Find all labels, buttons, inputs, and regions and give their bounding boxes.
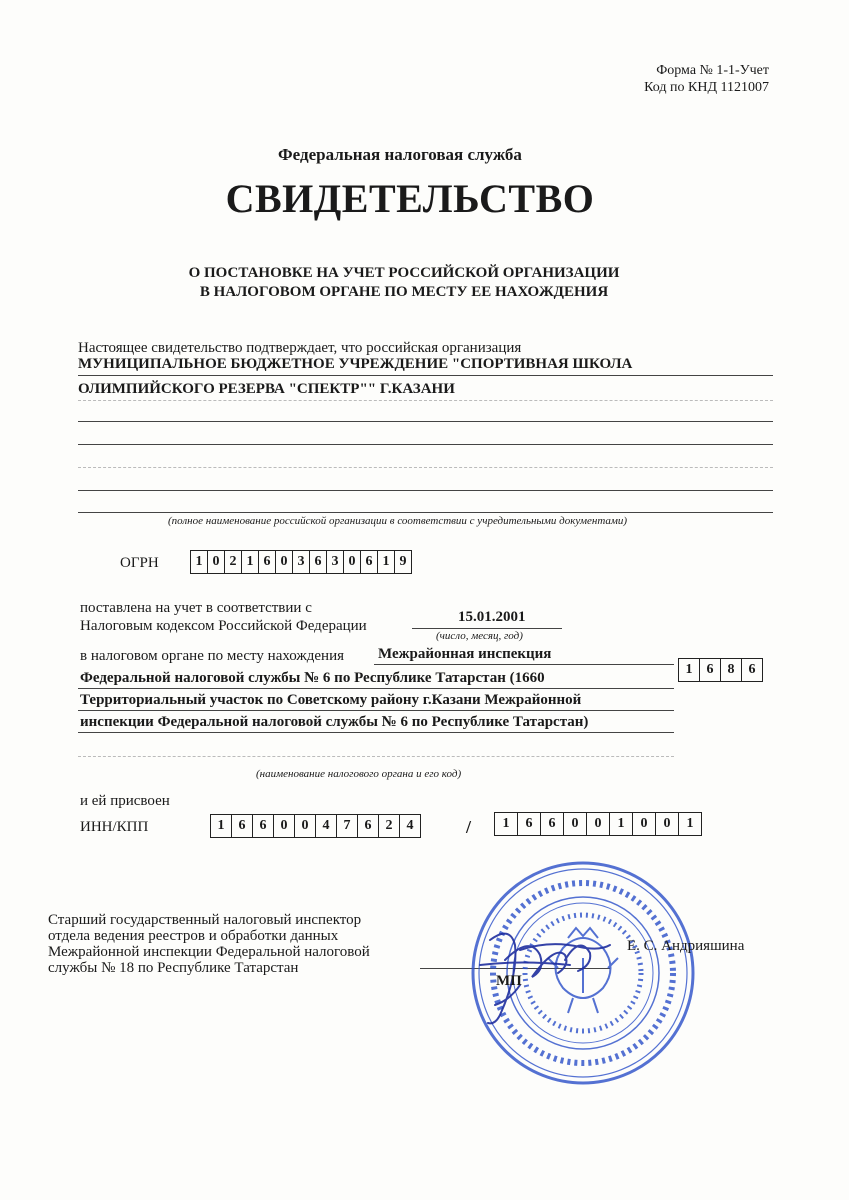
tax-underline-3 [78, 710, 674, 711]
org-underline-3 [78, 421, 773, 422]
kpp-digit: 1 [610, 813, 633, 835]
org-underline-1 [78, 375, 773, 376]
kpp-digit: 0 [633, 813, 656, 835]
tax-code-digit: 1 [679, 659, 700, 681]
org-underline-6 [78, 490, 773, 491]
ogrn-digit: 0 [344, 551, 361, 573]
signatory-name: Е. С. Андрияшина [627, 938, 745, 954]
ogrn-digit: 2 [225, 551, 242, 573]
kpp-digit: 0 [656, 813, 679, 835]
kpp-digit: 1 [686, 816, 694, 831]
ogrn-digit: 6 [310, 551, 327, 573]
inn-boxes [210, 814, 421, 838]
ogrn-digit: 1 [378, 551, 395, 573]
position-line-2: отдела ведения реестров и обработки данных [48, 928, 339, 944]
tax-authority-line-1: Межрайонная инспекция [378, 646, 552, 662]
tax-underline-1 [374, 664, 674, 665]
ogrn-digit: 9 [399, 554, 407, 569]
ogrn-digit: 3 [327, 551, 344, 573]
tax-authority-line-3: Территориальный участок по Советскому району г.Казани Межрайонной [80, 692, 582, 708]
registration-text-1: поставлена на учет в соответствии с [80, 600, 312, 616]
position-line-3: Межрайонной инспекции Федеральной налоговой [48, 944, 370, 960]
org-underline-5 [78, 467, 773, 468]
tax-authority-prefix: в налоговом органе по месту нахождения [80, 648, 345, 664]
inn-kpp-separator: / [466, 817, 472, 837]
ogrn-digit: 1 [242, 551, 259, 573]
ogrn-boxes [190, 550, 412, 574]
ogrn-digit: 3 [293, 551, 310, 573]
kpp-digit: 0 [564, 813, 587, 835]
subtitle-line-2: В НАЛОГОВОМ ОРГАНЕ ПО МЕСТУ ЕЕ НАХОЖДЕНИЯ [199, 284, 609, 300]
intro-text: Настоящее свидетельство подтверждает, что российская организация [78, 340, 522, 356]
tax-code-boxes [678, 658, 763, 682]
tax-code-digit: 6 [748, 662, 756, 677]
ogrn-digit: 6 [259, 551, 276, 573]
inn-digit: 1 [211, 815, 232, 837]
position-line-4: службы № 18 по Республике Татарстан [48, 960, 299, 976]
document-subtitle [0, 264, 808, 302]
tax-authority-line-4: инспекции Федеральной налоговой службы № 6 по Республике Татарстан) [80, 714, 589, 730]
inn-digit: 0 [295, 815, 316, 837]
date-underline [412, 628, 562, 629]
ogrn-digit: 0 [276, 551, 293, 573]
org-caption: (полное наименование российской организации в соответствии с учредительными документами) [168, 515, 628, 527]
kpp-digit: 0 [587, 813, 610, 835]
inn-digit: 2 [379, 815, 400, 837]
kpp-digit: 6 [541, 813, 564, 835]
handwritten-signature-icon [460, 905, 630, 1035]
knd-code: Код по КНД 1121007 [644, 80, 769, 95]
registration-text-2: Налоговым кодексом Российской Федерации [80, 618, 367, 634]
tax-authority-line-2: Федеральной налоговой службы № 6 по Республике Татарстан (1660 [80, 670, 545, 686]
ogrn-label: ОГРН [120, 555, 159, 571]
assigned-text: и ей присвоен [80, 793, 170, 809]
inn-kpp-label: ИНН/КПП [80, 819, 149, 835]
ogrn-digit: 6 [361, 551, 378, 573]
tax-underline-2 [78, 688, 674, 689]
org-name-line-1: МУНИЦИПАЛЬНОЕ БЮДЖЕТНОЕ УЧРЕЖДЕНИЕ "СПОРТИВНАЯ ШКОЛА [78, 356, 633, 372]
signatory-position [48, 912, 370, 976]
tax-underline-5 [78, 756, 674, 757]
tax-code-digit: 6 [700, 659, 721, 681]
registration-date: 15.01.2001 [458, 609, 526, 625]
org-underline-2 [78, 400, 773, 401]
org-underline-4 [78, 444, 773, 445]
tax-authority-caption: (наименование налогового органа и его код) [256, 768, 462, 780]
position-line-1: Старший государственный налоговый инспектор [48, 912, 362, 928]
tax-code-digit: 8 [721, 659, 742, 681]
inn-digit: 6 [253, 815, 274, 837]
inn-digit: 4 [316, 815, 337, 837]
seal-mark: МП [496, 973, 522, 989]
subtitle-line-1: О ПОСТАНОВКЕ НА УЧЕТ РОССИЙСКОЙ ОРГАНИЗАЦИИ [188, 265, 620, 281]
ogrn-digit: 1 [191, 551, 208, 573]
inn-digit: 7 [337, 815, 358, 837]
form-number: Форма № 1-1-Учет [656, 63, 769, 78]
tax-underline-4 [78, 732, 674, 733]
inn-digit: 6 [358, 815, 379, 837]
form-info [644, 62, 769, 96]
org-underline-7 [78, 512, 773, 513]
inn-digit: 0 [274, 815, 295, 837]
inn-digit: 6 [232, 815, 253, 837]
kpp-boxes [494, 812, 702, 836]
kpp-digit: 6 [518, 813, 541, 835]
date-caption: (число, месяц, год) [436, 630, 523, 642]
org-name-line-2: ОЛИМПИЙСКОГО РЕЗЕРВА "СПЕКТР"" Г.КАЗАНИ [78, 381, 455, 397]
ogrn-digit: 0 [208, 551, 225, 573]
inn-digit: 4 [406, 818, 414, 833]
document-title: СВИДЕТЕЛЬСТВО [225, 176, 595, 221]
kpp-digit: 1 [495, 813, 518, 835]
agency-name: Федеральная налоговая служба [278, 145, 522, 164]
